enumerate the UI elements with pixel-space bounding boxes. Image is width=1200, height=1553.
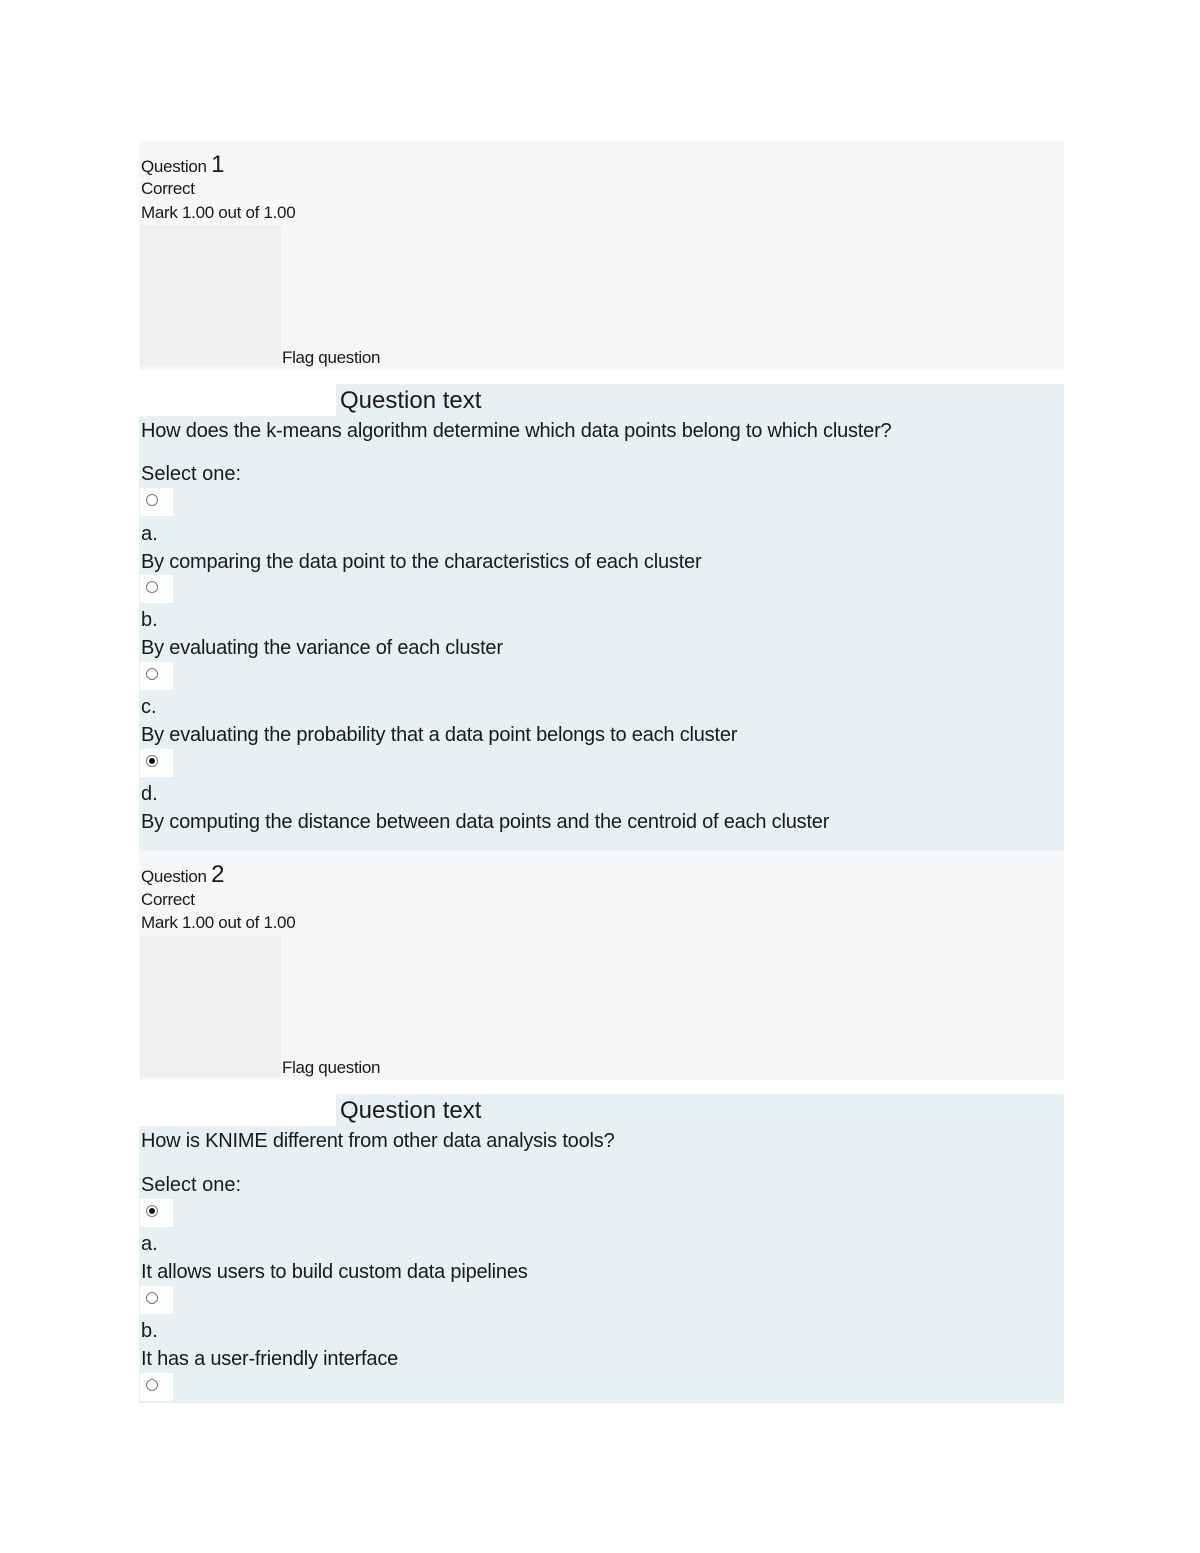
radio-icon [146,581,158,593]
answer-d-letter: d. [141,783,158,805]
radio-selected-icon [146,1205,158,1217]
answer-c-radio[interactable] [140,1373,173,1401]
question-2-info [139,851,1064,1080]
question-1-info [139,141,1064,370]
question-2-content [139,1094,1064,1403]
answer-b-letter: b. [141,1320,158,1342]
answer-a-letter: a. [141,523,158,545]
heading-mask [139,384,336,416]
question-grade: Mark 1.00 out of 1.00 [141,913,296,932]
radio-icon [146,1379,158,1391]
question-number-value: 2 [211,861,225,888]
answer-a-text[interactable]: It allows users to build custom data pipelines [141,1261,528,1283]
answer-b-radio[interactable] [140,575,173,603]
question-text-heading: Question text [340,1097,482,1124]
flag-icon[interactable] [140,225,281,366]
question-grade: Mark 1.00 out of 1.00 [141,203,296,222]
answer-c-letter: c. [141,696,157,718]
answer-b-text[interactable]: By evaluating the variance of each cluster [141,637,503,659]
question-label: Question [141,867,207,886]
answer-b-text[interactable]: It has a user-friendly interface [141,1348,399,1370]
answer-a-letter: a. [141,1233,158,1255]
question-number [141,861,224,889]
select-prompt: Select one: [141,463,242,485]
question-1-content [139,384,1064,851]
answer-c-text[interactable]: By evaluating the probability that a data point belongs to each cluster [141,724,738,746]
flag-question-link[interactable]: Flag question [282,1058,381,1077]
heading-mask [139,1094,336,1126]
select-prompt: Select one: [141,1174,242,1196]
answer-c-radio[interactable] [140,662,173,690]
question-label: Question [141,157,207,176]
question-state: Correct [141,890,195,909]
answer-d-text[interactable]: By computing the distance between data points and the centroid of each cluster [141,811,830,833]
question-text-heading: Question text [340,387,482,414]
question-text: How does the k-means algorithm determine which data points belong to which cluster? [141,420,892,442]
answer-a-text[interactable]: By comparing the data point to the characteristics of each cluster [141,551,702,573]
answer-a-radio[interactable] [140,1199,173,1227]
radio-icon [146,668,158,680]
answer-b-letter: b. [141,609,158,631]
flag-icon[interactable] [140,936,281,1077]
flag-question-link[interactable]: Flag question [282,348,381,367]
radio-icon [146,494,158,506]
answer-b-radio[interactable] [140,1286,173,1314]
answer-d-radio[interactable] [140,749,173,777]
question-text: How is KNIME different from other data analysis tools? [141,1130,615,1152]
radio-selected-icon [146,755,158,767]
answer-a-radio[interactable] [140,488,173,516]
question-number-value: 1 [211,151,225,178]
radio-icon [146,1292,158,1304]
question-state: Correct [141,179,195,198]
question-number [141,151,224,179]
